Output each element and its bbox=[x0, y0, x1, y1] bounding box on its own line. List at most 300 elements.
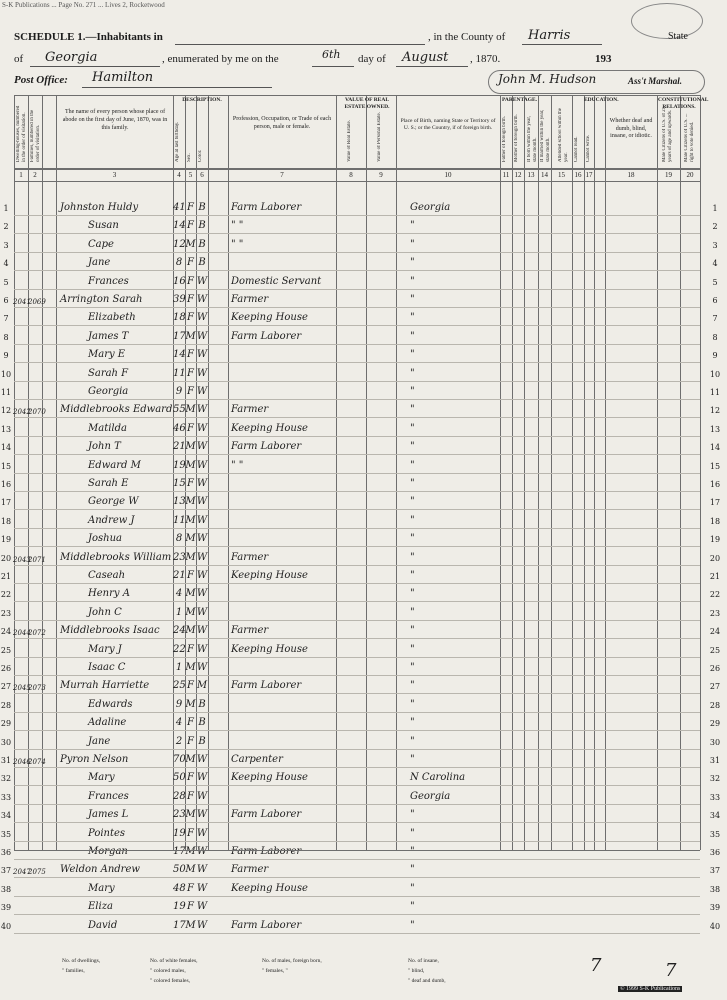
cell-name: Pointes bbox=[88, 828, 126, 839]
cell-name: Mary bbox=[88, 772, 115, 783]
cell-color: W bbox=[196, 496, 208, 507]
cell-occupation: Farm Laborer bbox=[231, 846, 302, 857]
col-head-16: Cannot read. bbox=[574, 136, 579, 162]
cell-sex: F bbox=[187, 478, 194, 489]
cell-sex: M bbox=[185, 588, 196, 599]
cell-color: W bbox=[196, 772, 208, 783]
row-number-right: 17 bbox=[709, 498, 721, 507]
cell-color: B bbox=[198, 239, 206, 250]
cell-age: 19 bbox=[173, 828, 186, 839]
cell-occupation: " " bbox=[231, 220, 244, 231]
footer-white-females: No. of white females, bbox=[150, 958, 198, 964]
col-head-11: Father of foreign birth. bbox=[502, 116, 507, 162]
row-number-right: 11 bbox=[709, 388, 721, 397]
cell-sex: F bbox=[187, 570, 194, 581]
group-parentage: PARENTAGE. bbox=[501, 97, 538, 103]
cell-dwelling: 2046 bbox=[13, 758, 31, 766]
cell-birth: " bbox=[410, 754, 415, 765]
footer-tally-2: 7 bbox=[665, 960, 677, 981]
col-num-10: 10 bbox=[444, 171, 452, 179]
cell-occupation: Keeping House bbox=[231, 312, 308, 323]
row-number-right: 15 bbox=[709, 462, 721, 471]
col-num-4: 4 bbox=[177, 171, 181, 179]
cell-age: 25 bbox=[173, 680, 186, 691]
col-head-12: Mother of foreign birth. bbox=[514, 114, 519, 162]
footer-dwellings: No. of dwellings, bbox=[62, 958, 101, 964]
year-label: , 1870. bbox=[470, 53, 501, 65]
cell-occupation: Keeping House bbox=[231, 772, 308, 783]
cell-age: 23 bbox=[173, 552, 186, 563]
cell-sex: F bbox=[187, 791, 194, 802]
row-number-left: 9 bbox=[3, 351, 9, 360]
cell-occupation: Farm Laborer bbox=[231, 809, 302, 820]
cell-name: Adaline bbox=[88, 717, 127, 728]
cell-sex: F bbox=[187, 220, 194, 231]
cell-birth: " bbox=[410, 533, 415, 544]
cell-birth: " bbox=[410, 294, 415, 305]
col-num-2: 2 bbox=[33, 171, 37, 179]
cell-name: Murrah Harriette bbox=[60, 680, 150, 691]
cell-sex: F bbox=[187, 644, 194, 655]
row-number-left: 14 bbox=[0, 443, 12, 452]
row-number-left: 23 bbox=[0, 609, 12, 618]
cell-color: W bbox=[196, 791, 208, 802]
row-number-left: 5 bbox=[3, 278, 9, 287]
row-number-right: 32 bbox=[709, 774, 721, 783]
cell-age: 39 bbox=[173, 294, 186, 305]
footer-blind: " blind, bbox=[408, 968, 425, 974]
cell-name: Mary bbox=[88, 883, 115, 894]
col-head-15: Attended school within the year. bbox=[558, 107, 569, 162]
row-number-right: 9 bbox=[712, 351, 718, 360]
col-num-1: 1 bbox=[19, 171, 23, 179]
cell-name: Sarah E bbox=[88, 478, 129, 489]
cell-name: Andrew J bbox=[88, 515, 135, 526]
cell-color: W bbox=[196, 864, 208, 875]
col-num-6: 6 bbox=[200, 171, 204, 179]
cell-name: Weldon Andrew bbox=[60, 864, 140, 875]
cell-family: 2070 bbox=[28, 408, 46, 416]
cell-birth: " bbox=[410, 552, 415, 563]
cell-color: B bbox=[198, 736, 206, 747]
col-num-11: 11 bbox=[502, 171, 510, 179]
cell-color: B bbox=[198, 699, 206, 710]
cell-sex: M bbox=[185, 331, 196, 342]
cell-age: 8 bbox=[175, 533, 183, 544]
row-number-right: 8 bbox=[712, 333, 718, 342]
group-constitutional: CONSTITUTIONAL RELATIONS. bbox=[658, 97, 709, 110]
cell-age: 8 bbox=[175, 257, 183, 268]
cell-birth: " bbox=[410, 920, 415, 931]
col-head-3: The name of every person whose place of abode on the first day of June, 1870, was in this family. bbox=[62, 109, 168, 131]
cell-age: 14 bbox=[173, 220, 186, 231]
cell-birth: " bbox=[410, 368, 415, 379]
cell-sex: M bbox=[185, 920, 196, 931]
cell-occupation: Keeping House bbox=[231, 570, 308, 581]
cell-color: W bbox=[196, 920, 208, 931]
archive-stamp bbox=[631, 3, 703, 39]
cell-birth: " bbox=[410, 349, 415, 360]
col-num-3: 3 bbox=[112, 171, 117, 179]
marshal-name: John M. Hudson bbox=[498, 72, 597, 86]
cell-age: 21 bbox=[173, 441, 186, 452]
cell-age: 14 bbox=[173, 349, 186, 360]
cell-occupation: " " bbox=[231, 239, 244, 250]
col-num-15: 15 bbox=[558, 171, 565, 179]
cell-color: W bbox=[196, 809, 208, 820]
cell-age: 17 bbox=[173, 920, 186, 931]
cell-age: 16 bbox=[173, 276, 186, 287]
cell-color: W bbox=[196, 588, 208, 599]
cell-family: 2069 bbox=[28, 298, 46, 306]
row-number-right: 10 bbox=[709, 370, 721, 379]
cell-birth: " bbox=[410, 699, 415, 710]
cell-age: 15 bbox=[173, 478, 186, 489]
row-number-right: 6 bbox=[712, 296, 718, 305]
cell-name: Henry A bbox=[88, 588, 130, 599]
cell-name: Eliza bbox=[88, 901, 113, 912]
cell-name: John T bbox=[88, 441, 121, 452]
cell-age: 17 bbox=[173, 846, 186, 857]
cell-age: 41 bbox=[173, 202, 186, 213]
cell-sex: F bbox=[187, 883, 194, 894]
cell-sex: F bbox=[187, 901, 194, 912]
row-number-right: 31 bbox=[709, 756, 721, 765]
col-num-19: 19 bbox=[665, 171, 672, 179]
row-number-left: 2 bbox=[3, 222, 9, 231]
cell-sex: F bbox=[187, 423, 194, 434]
post-office-value: Hamilton bbox=[92, 70, 154, 85]
row-number-right: 39 bbox=[709, 903, 721, 912]
cell-color: W bbox=[196, 441, 208, 452]
cell-age: 17 bbox=[173, 331, 186, 342]
row-number-right: 24 bbox=[709, 627, 721, 636]
row-number-left: 27 bbox=[0, 682, 12, 691]
row-number-right: 35 bbox=[709, 830, 721, 839]
county-value: Harris bbox=[528, 28, 571, 43]
cell-name: James T bbox=[88, 331, 129, 342]
enumerated-label: , enumerated by me on the bbox=[162, 53, 279, 65]
col-head-18: Whether deaf and dumb, blind, insane, or idiotic. bbox=[609, 118, 653, 139]
cell-birth: " bbox=[410, 680, 415, 691]
col-head-20: Male Citizens of U.S. ... right to vote denied. bbox=[684, 113, 695, 162]
row-number-right: 33 bbox=[709, 793, 721, 802]
cell-color: W bbox=[196, 533, 208, 544]
col-num-20: 20 bbox=[686, 171, 694, 179]
group-value: VALUE OF REAL ESTATE OWNED. bbox=[344, 97, 390, 110]
row-number-right: 38 bbox=[709, 885, 721, 894]
col-num-5: 5 bbox=[188, 171, 193, 179]
cell-color: W bbox=[196, 828, 208, 839]
cell-birth: " bbox=[410, 239, 415, 250]
cell-occupation: Farm Laborer bbox=[231, 202, 302, 213]
row-number-right: 27 bbox=[709, 682, 721, 691]
footer-deaf: " deaf and dumb, bbox=[408, 978, 446, 984]
cell-name: Middlebrooks Isaac bbox=[60, 625, 160, 636]
cell-occupation: Farmer bbox=[231, 864, 269, 875]
row-number-right: 30 bbox=[709, 738, 721, 747]
cell-sex: M bbox=[185, 460, 196, 471]
cell-color: W bbox=[196, 754, 208, 765]
cell-color: W bbox=[196, 386, 208, 397]
row-number-left: 3 bbox=[3, 241, 9, 250]
col-head-1: Dwelling-houses, numbered in the order of visitation. bbox=[16, 105, 27, 162]
row-number-left: 17 bbox=[0, 498, 12, 507]
col-head-7: Profession, Occupation, or Trade of each person, male or female. bbox=[232, 116, 332, 130]
col-num-16: 16 bbox=[574, 171, 582, 179]
footer-families: " families, bbox=[62, 968, 85, 974]
cell-dwelling: 2042 bbox=[13, 408, 31, 416]
row-number-right: 26 bbox=[709, 664, 721, 673]
cell-color: B bbox=[198, 257, 206, 268]
cell-birth: " bbox=[410, 570, 415, 581]
row-number-right: 23 bbox=[709, 609, 721, 618]
row-number-right: 2 bbox=[712, 222, 718, 231]
col-head-9: Value of Personal Estate. bbox=[377, 112, 382, 162]
row-number-right: 12 bbox=[709, 406, 721, 415]
cell-age: 18 bbox=[173, 312, 186, 323]
cell-color: W bbox=[196, 312, 208, 323]
cell-name: Edward M bbox=[88, 460, 141, 471]
row-number-right: 18 bbox=[709, 517, 721, 526]
cell-birth: " bbox=[410, 736, 415, 747]
schedule-title: SCHEDULE 1.—Inhabitants in bbox=[14, 31, 163, 43]
cell-age: 11 bbox=[173, 368, 186, 379]
cell-sex: F bbox=[187, 349, 194, 360]
cell-birth: " bbox=[410, 864, 415, 875]
cell-name: Morgan bbox=[88, 846, 128, 857]
cell-name: David bbox=[88, 920, 118, 931]
row-number-left: 4 bbox=[3, 259, 9, 268]
cell-color: W bbox=[196, 644, 208, 655]
cell-age: 46 bbox=[173, 423, 186, 434]
cell-age: 1 bbox=[175, 662, 183, 673]
row-number-right: 22 bbox=[709, 590, 721, 599]
cell-sex: F bbox=[187, 294, 194, 305]
cell-sex: M bbox=[185, 846, 196, 857]
cell-color: B bbox=[198, 220, 206, 231]
row-number-left: 6 bbox=[3, 296, 9, 305]
col-head-5: Sex. bbox=[187, 153, 192, 162]
cell-family: 2072 bbox=[28, 629, 46, 637]
cell-color: W bbox=[196, 846, 208, 857]
cell-name: Edwards bbox=[88, 699, 133, 710]
cell-age: 48 bbox=[173, 883, 186, 894]
cell-birth: " bbox=[410, 662, 415, 673]
footer-copyright: © 1999 S-K Publications bbox=[620, 986, 681, 992]
cell-dwelling: 2044 bbox=[13, 629, 31, 637]
cell-color: W bbox=[196, 349, 208, 360]
cell-birth: " bbox=[410, 496, 415, 507]
cell-birth: " bbox=[410, 717, 415, 728]
col-num-18: 18 bbox=[627, 171, 635, 179]
row-number-right: 36 bbox=[709, 848, 721, 857]
cell-birth: " bbox=[410, 404, 415, 415]
row-number-right: 7 bbox=[712, 314, 718, 323]
col-num-8: 8 bbox=[349, 171, 353, 179]
row-number-left: 32 bbox=[0, 774, 12, 783]
row-number-right: 16 bbox=[709, 480, 721, 489]
cell-name: Middlebrooks William bbox=[60, 552, 172, 563]
cell-color: W bbox=[196, 331, 208, 342]
row-number-left: 26 bbox=[0, 664, 12, 673]
row-number-left: 25 bbox=[0, 646, 12, 655]
cell-birth: " bbox=[410, 276, 415, 287]
cell-birth: Georgia bbox=[410, 791, 451, 802]
cell-name: Matilda bbox=[88, 423, 127, 434]
cell-sex: F bbox=[187, 386, 194, 397]
cell-birth: " bbox=[410, 883, 415, 894]
cell-name: Mary J bbox=[88, 644, 122, 655]
cell-color: W bbox=[196, 552, 208, 563]
footer-tally-1: 7 bbox=[590, 955, 602, 976]
cell-birth: " bbox=[410, 644, 415, 655]
footer-foreign-born: No. of males, foreign born, bbox=[262, 958, 322, 964]
row-number-left: 8 bbox=[3, 333, 9, 342]
cell-name: Isaac C bbox=[88, 662, 126, 673]
cell-age: 4 bbox=[175, 717, 183, 728]
cell-sex: M bbox=[185, 533, 196, 544]
col-head-10: Place of Birth, naming State or Territory of U. S.; or the Country, if of foreign birth. bbox=[400, 118, 496, 131]
cell-name: Caseah bbox=[88, 570, 126, 581]
cell-birth: " bbox=[410, 331, 415, 342]
row-number-right: 29 bbox=[709, 719, 721, 728]
cell-name: Elizabeth bbox=[88, 312, 136, 323]
cell-sex: F bbox=[187, 772, 194, 783]
cell-color: W bbox=[196, 368, 208, 379]
cell-family: 2075 bbox=[28, 868, 46, 876]
cell-sex: F bbox=[187, 680, 194, 691]
col-head-17: Cannot write. bbox=[586, 134, 591, 162]
row-number-right: 20 bbox=[709, 554, 721, 563]
cell-family: 2073 bbox=[28, 684, 46, 692]
cell-color: W bbox=[196, 662, 208, 673]
cell-age: 19 bbox=[173, 901, 186, 912]
cell-name: Jane bbox=[88, 257, 111, 268]
cell-color: W bbox=[196, 294, 208, 305]
row-number-left: 16 bbox=[0, 480, 12, 489]
cell-age: 11 bbox=[173, 515, 186, 526]
cell-age: 22 bbox=[173, 644, 186, 655]
row-number-right: 4 bbox=[712, 259, 718, 268]
state-value: Georgia bbox=[45, 50, 98, 65]
col-head-4: Age at last birthday. bbox=[175, 121, 180, 162]
of-label: of bbox=[14, 53, 24, 65]
row-number-right: 37 bbox=[709, 866, 721, 875]
cell-birth: " bbox=[410, 441, 415, 452]
cell-name: Susan bbox=[88, 220, 119, 231]
cell-sex: M bbox=[185, 496, 196, 507]
cell-birth: " bbox=[410, 607, 415, 618]
row-number-left: 35 bbox=[0, 830, 12, 839]
row-number-left: 15 bbox=[0, 462, 12, 471]
col-head-8: Value of Real Estate. bbox=[347, 120, 352, 162]
month-value: August bbox=[402, 50, 449, 65]
cell-age: 2 bbox=[175, 736, 183, 747]
cell-birth: " bbox=[410, 901, 415, 912]
cell-occupation: Farmer bbox=[231, 294, 269, 305]
cell-occupation: Farm Laborer bbox=[231, 331, 302, 342]
cell-occupation: Farm Laborer bbox=[231, 441, 302, 452]
col-head-2: Families, numbered in the order of visitation. bbox=[30, 109, 41, 162]
cell-sex: F bbox=[187, 276, 194, 287]
row-number-left: 22 bbox=[0, 590, 12, 599]
cell-occupation: " " bbox=[231, 460, 244, 471]
cell-color: B bbox=[198, 202, 206, 213]
cell-occupation: Carpenter bbox=[231, 754, 283, 765]
group-education: EDUCATION. bbox=[584, 97, 619, 103]
cell-sex: F bbox=[187, 717, 194, 728]
cell-birth: " bbox=[410, 809, 415, 820]
col-num-17: 17 bbox=[585, 171, 593, 179]
footer-insane: No. of insane, bbox=[408, 958, 439, 964]
county-label: , in the County of bbox=[428, 31, 506, 43]
cell-age: 9 bbox=[175, 699, 183, 710]
cell-name: Cape bbox=[88, 239, 114, 250]
cell-age: 50 bbox=[173, 864, 186, 875]
cell-age: 23 bbox=[173, 809, 186, 820]
post-office-label: Post Office: bbox=[14, 74, 68, 86]
cell-birth: " bbox=[410, 312, 415, 323]
cell-color: W bbox=[196, 515, 208, 526]
cell-birth: " bbox=[410, 828, 415, 839]
cell-birth: N Carolina bbox=[410, 772, 466, 783]
row-number-left: 38 bbox=[0, 885, 12, 894]
cell-name: Frances bbox=[88, 791, 129, 802]
cell-color: W bbox=[196, 625, 208, 636]
cell-name: Arrington Sarah bbox=[60, 294, 143, 305]
cell-dwelling: 2045 bbox=[13, 684, 31, 692]
row-number-left: 11 bbox=[0, 388, 12, 397]
row-number-left: 10 bbox=[0, 370, 12, 379]
cell-birth: " bbox=[410, 386, 415, 397]
col-num-9: 9 bbox=[379, 171, 383, 179]
cell-occupation: Keeping House bbox=[231, 423, 308, 434]
row-number-left: 33 bbox=[0, 793, 12, 802]
row-number-right: 25 bbox=[709, 646, 721, 655]
cell-age: 24 bbox=[173, 625, 186, 636]
row-number-left: 13 bbox=[0, 425, 12, 434]
cell-color: W bbox=[196, 423, 208, 434]
cell-color: W bbox=[196, 570, 208, 581]
cell-name: Johnston Huldy bbox=[60, 202, 139, 213]
cell-sex: M bbox=[185, 864, 196, 875]
cell-birth: " bbox=[410, 625, 415, 636]
cell-name: Georgia bbox=[88, 386, 129, 397]
row-number-right: 13 bbox=[709, 425, 721, 434]
row-number-left: 34 bbox=[0, 811, 12, 820]
cell-sex: M bbox=[185, 754, 196, 765]
cell-age: 70 bbox=[173, 754, 186, 765]
cell-age: 21 bbox=[173, 570, 186, 581]
cell-sex: M bbox=[185, 404, 196, 415]
row-number-left: 19 bbox=[0, 535, 12, 544]
row-number-left: 37 bbox=[0, 866, 12, 875]
row-number-left: 29 bbox=[0, 719, 12, 728]
cell-occupation: Farmer bbox=[231, 625, 269, 636]
cell-occupation: Farmer bbox=[231, 404, 269, 415]
cell-name: George W bbox=[88, 496, 139, 507]
cell-age: 13 bbox=[173, 496, 186, 507]
state-label: State bbox=[668, 31, 688, 42]
cell-birth: " bbox=[410, 460, 415, 471]
row-number-right: 34 bbox=[709, 811, 721, 820]
cell-occupation: Farm Laborer bbox=[231, 920, 302, 931]
row-number-left: 28 bbox=[0, 701, 12, 710]
cell-age: 4 bbox=[175, 588, 183, 599]
cell-age: 28 bbox=[173, 791, 186, 802]
cell-sex: M bbox=[185, 239, 196, 250]
